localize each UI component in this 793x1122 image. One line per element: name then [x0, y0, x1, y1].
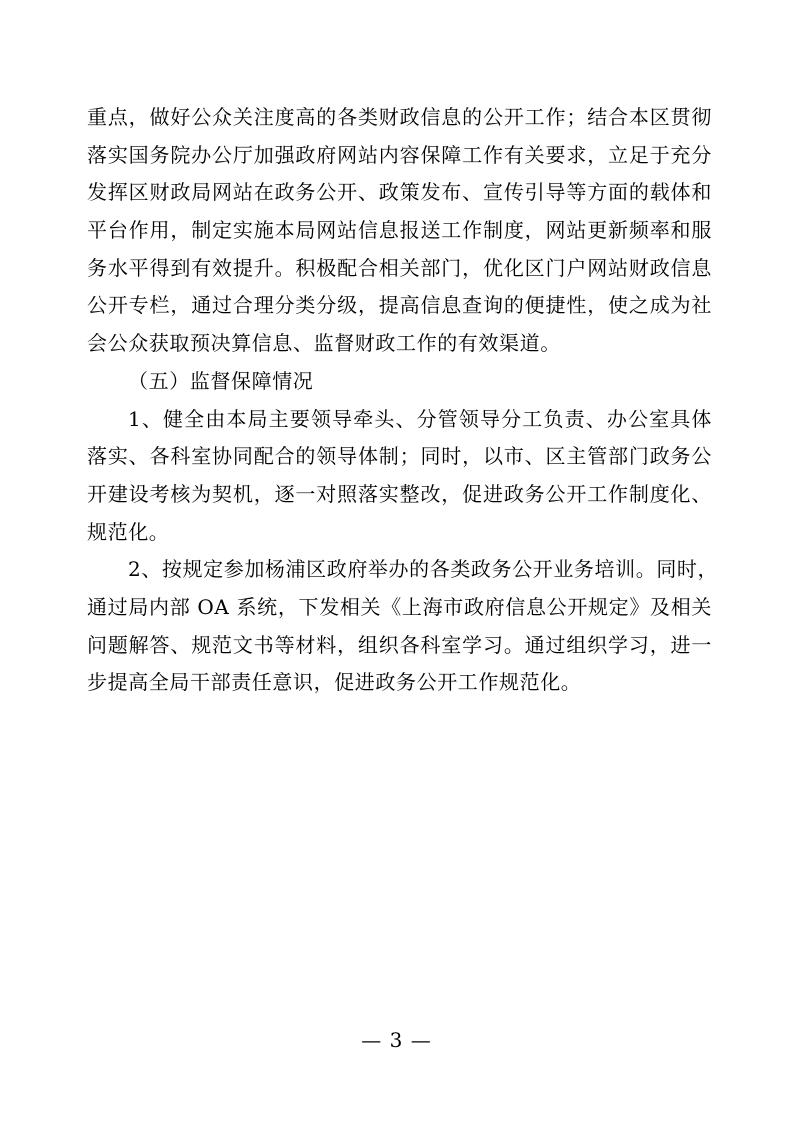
- text-line: 问题解答、规范文书等材料，组织各科室学习。通过组织学习，进一: [87, 632, 712, 657]
- text-line: 2、按规定参加杨浦区政府举办的各类政务公开业务培训。同时，: [128, 557, 719, 582]
- text-line: 步提高全局干部责任意识，促进政务公开工作规范化。: [87, 670, 582, 695]
- section-heading: [87, 363, 712, 401]
- text-line: 规范化。: [87, 519, 170, 544]
- text-line: 公开专栏，通过合理分类分级，提高信息查询的便捷性，使之成为社: [87, 293, 712, 318]
- text-line: 会公众获取预决算信息、监督财政工作的有效渠道。: [87, 331, 561, 356]
- text-line: 落实、各科室协同配合的领导体制；同时，以市、区主管部门政务公: [87, 444, 712, 469]
- text-line: 务水平得到有效提升。积极配合相关部门，优化区门户网站财政信息: [87, 255, 712, 280]
- text-line: 1、健全由本局主要领导牵头、分管领导分工负责、办公室具体: [128, 406, 712, 431]
- body-text: [87, 99, 719, 702]
- text-line: 开建设考核为契机，逐一对照落实整改，促进政务公开工作制度化、: [87, 481, 712, 506]
- paragraph-item-2: [87, 551, 719, 702]
- text-line: 重点，做好公众关注度高的各类财政信息的公开工作；结合本区贯彻: [87, 105, 712, 129]
- section-heading-text: （五）监督保障情况: [128, 368, 314, 393]
- paragraph-item-1: [87, 401, 712, 552]
- text-line: 发挥区财政局网站在政务公开、政策发布、宣传引导等方面的载体和: [87, 180, 712, 205]
- page-number: — 3 —: [361, 1028, 432, 1052]
- text-line: 平台作用，制定实施本局网站信息报送工作制度，网站更新频率和服: [87, 218, 712, 243]
- text-line: 通过局内部 OA 系统，下发相关《上海市政府信息公开规定》及相关: [87, 594, 712, 619]
- paragraph-public-info: [87, 99, 712, 363]
- text-line: 落实国务院办公厅加强政府网站内容保障工作有关要求，立足于充分: [87, 142, 712, 167]
